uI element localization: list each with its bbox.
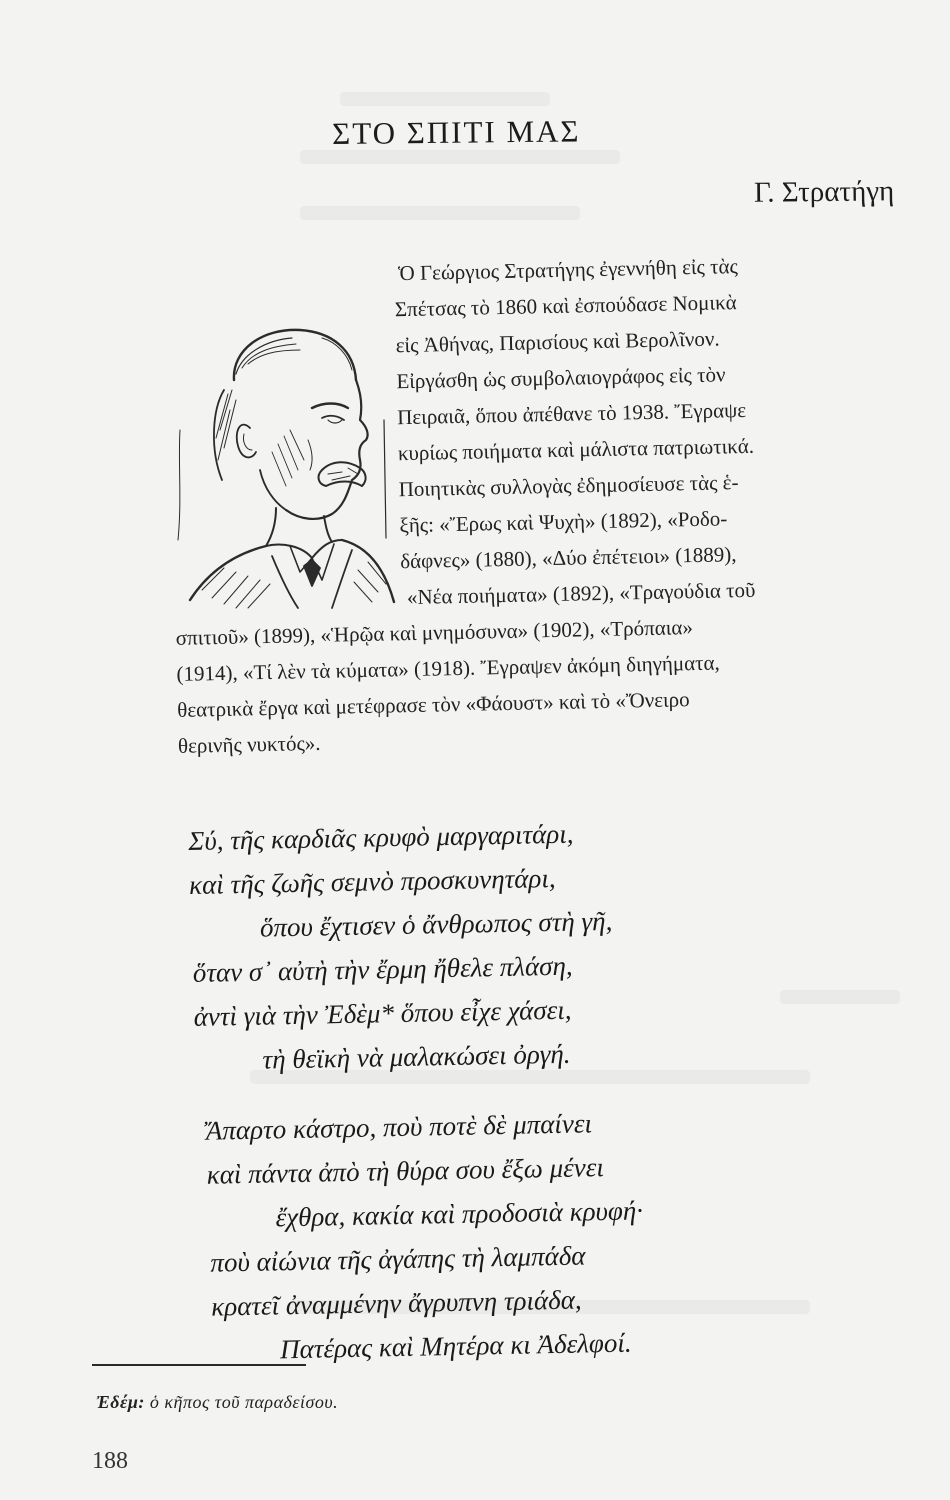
footnote (96, 1392, 338, 1413)
poem-verse: Σύ, τῆς καρδιᾶς κρυφὸ μαργαριτάρι, (188, 818, 574, 856)
poem-verse: καὶ τῆς ζωῆς σεμνὸ προσκυνητάρι, (188, 862, 556, 900)
bleed-through-mark (300, 206, 580, 220)
biography-paragraph (168, 252, 916, 758)
bio-line: κυρίως ποιήματα καὶ μάλιστα πατριωτικά. (397, 433, 755, 466)
bio-line: ξῆς: «Ἔρως καὶ Ψυχὴ» (1892), «Ροδο- (399, 506, 728, 538)
poem-verse: κρατεῖ ἀναμμένην ἄγρυπνη τριάδα, (210, 1284, 582, 1322)
bio-line: Σπέτσας τὸ 1860 καὶ ἐσπούδασε Νομικὰ (394, 290, 737, 322)
bio-line: Εἰργάσθη ὡς συμβολαιογράφος εἰς τὸν (396, 362, 726, 394)
bio-line: Ὁ Γεώργιος Στρατήγης ἐγεννήθη εἰς τὰς (397, 254, 739, 286)
bio-line: Πειραιᾶ, ὅπου ἀπέθανε τὸ 1938. Ἔγραψε (396, 397, 747, 430)
bio-line: θερινῆς νυκτός». (177, 730, 321, 758)
poem (188, 814, 828, 1365)
bio-line: θεατρικὰ ἔργα καὶ μετέφρασε τὸν «Φάουστ» καὶ τὸ «Ὄνειρο (177, 687, 690, 722)
bio-line: (1914), «Τί λὲν τὰ κύματα» (1918). Ἔγραψεν ἀκόμη διηγήματα, (176, 650, 721, 686)
poem-verse: ὅταν σ᾽ αὐτὴ τὴν ἔρμη ἤθελε πλάση, (192, 950, 573, 988)
footnote-term: Ἐδέμ: (96, 1392, 145, 1412)
footnote-text: ὁ κῆπος τοῦ παραδείσου. (149, 1392, 339, 1412)
poem-verse: ποὺ αἰώνια τῆς ἀγάπης τὴ λαμπάδα (210, 1240, 586, 1278)
bio-line: σπιτιοῦ» (1899), «Ἡρῷα καὶ μνημόσυνα» (1902), «Τρόπαια» (175, 615, 694, 650)
bio-line: «Νέα ποιήματα» (1892), «Τραγούδια τοῦ (406, 577, 756, 610)
poem-verse: ἔχθρα, κακία καὶ προδοσιὰ κρυφή· (275, 1195, 644, 1233)
bleed-through-mark (340, 92, 550, 106)
poem-verse: ὅπου ἔχτισεν ὁ ἄνθρωπος στὴ γῆ, (259, 905, 613, 943)
poem-verse: ἀντὶ γιὰ τὴν Ἐδὲμ* ὅπου εἶχε χάσει, (193, 994, 572, 1032)
page-number: 188 (92, 1448, 128, 1474)
bleed-through-mark (300, 150, 620, 164)
bio-line: εἰς Ἀθήνας, Παρισίους καὶ Βερολῖνον. (395, 326, 720, 358)
poem-verse: Πατέρας καὶ Μητέρα κι Ἀδελφοί. (279, 1327, 632, 1365)
bleed-through-mark (780, 990, 900, 1004)
bio-line: Ποιητικὰς συλλογὰς ἐδημοσίευσε τὰς ἑ- (398, 470, 739, 502)
page-title: ΣΤΟ ΣΠΙΤΙ ΜΑΣ (332, 113, 581, 151)
bio-line: δάφνες» (1880), «Δύο ἐπέτειοι» (1889), (399, 542, 737, 574)
poem-verse: τὴ θεϊκὴ νὰ μαλακώσει ὀργή. (262, 1038, 571, 1075)
poem-verse: καὶ πάντα ἀπὸ τὴ θύρα σου ἔξω μένει (206, 1152, 605, 1190)
poem-verse: Ἄπαρτο κάστρο, ποὺ ποτὲ δὲ μπαίνει (205, 1108, 593, 1146)
author-name: Γ. Στρατήγη (753, 175, 895, 209)
author-portrait-illustration (172, 310, 402, 610)
footnote-divider (92, 1364, 306, 1366)
